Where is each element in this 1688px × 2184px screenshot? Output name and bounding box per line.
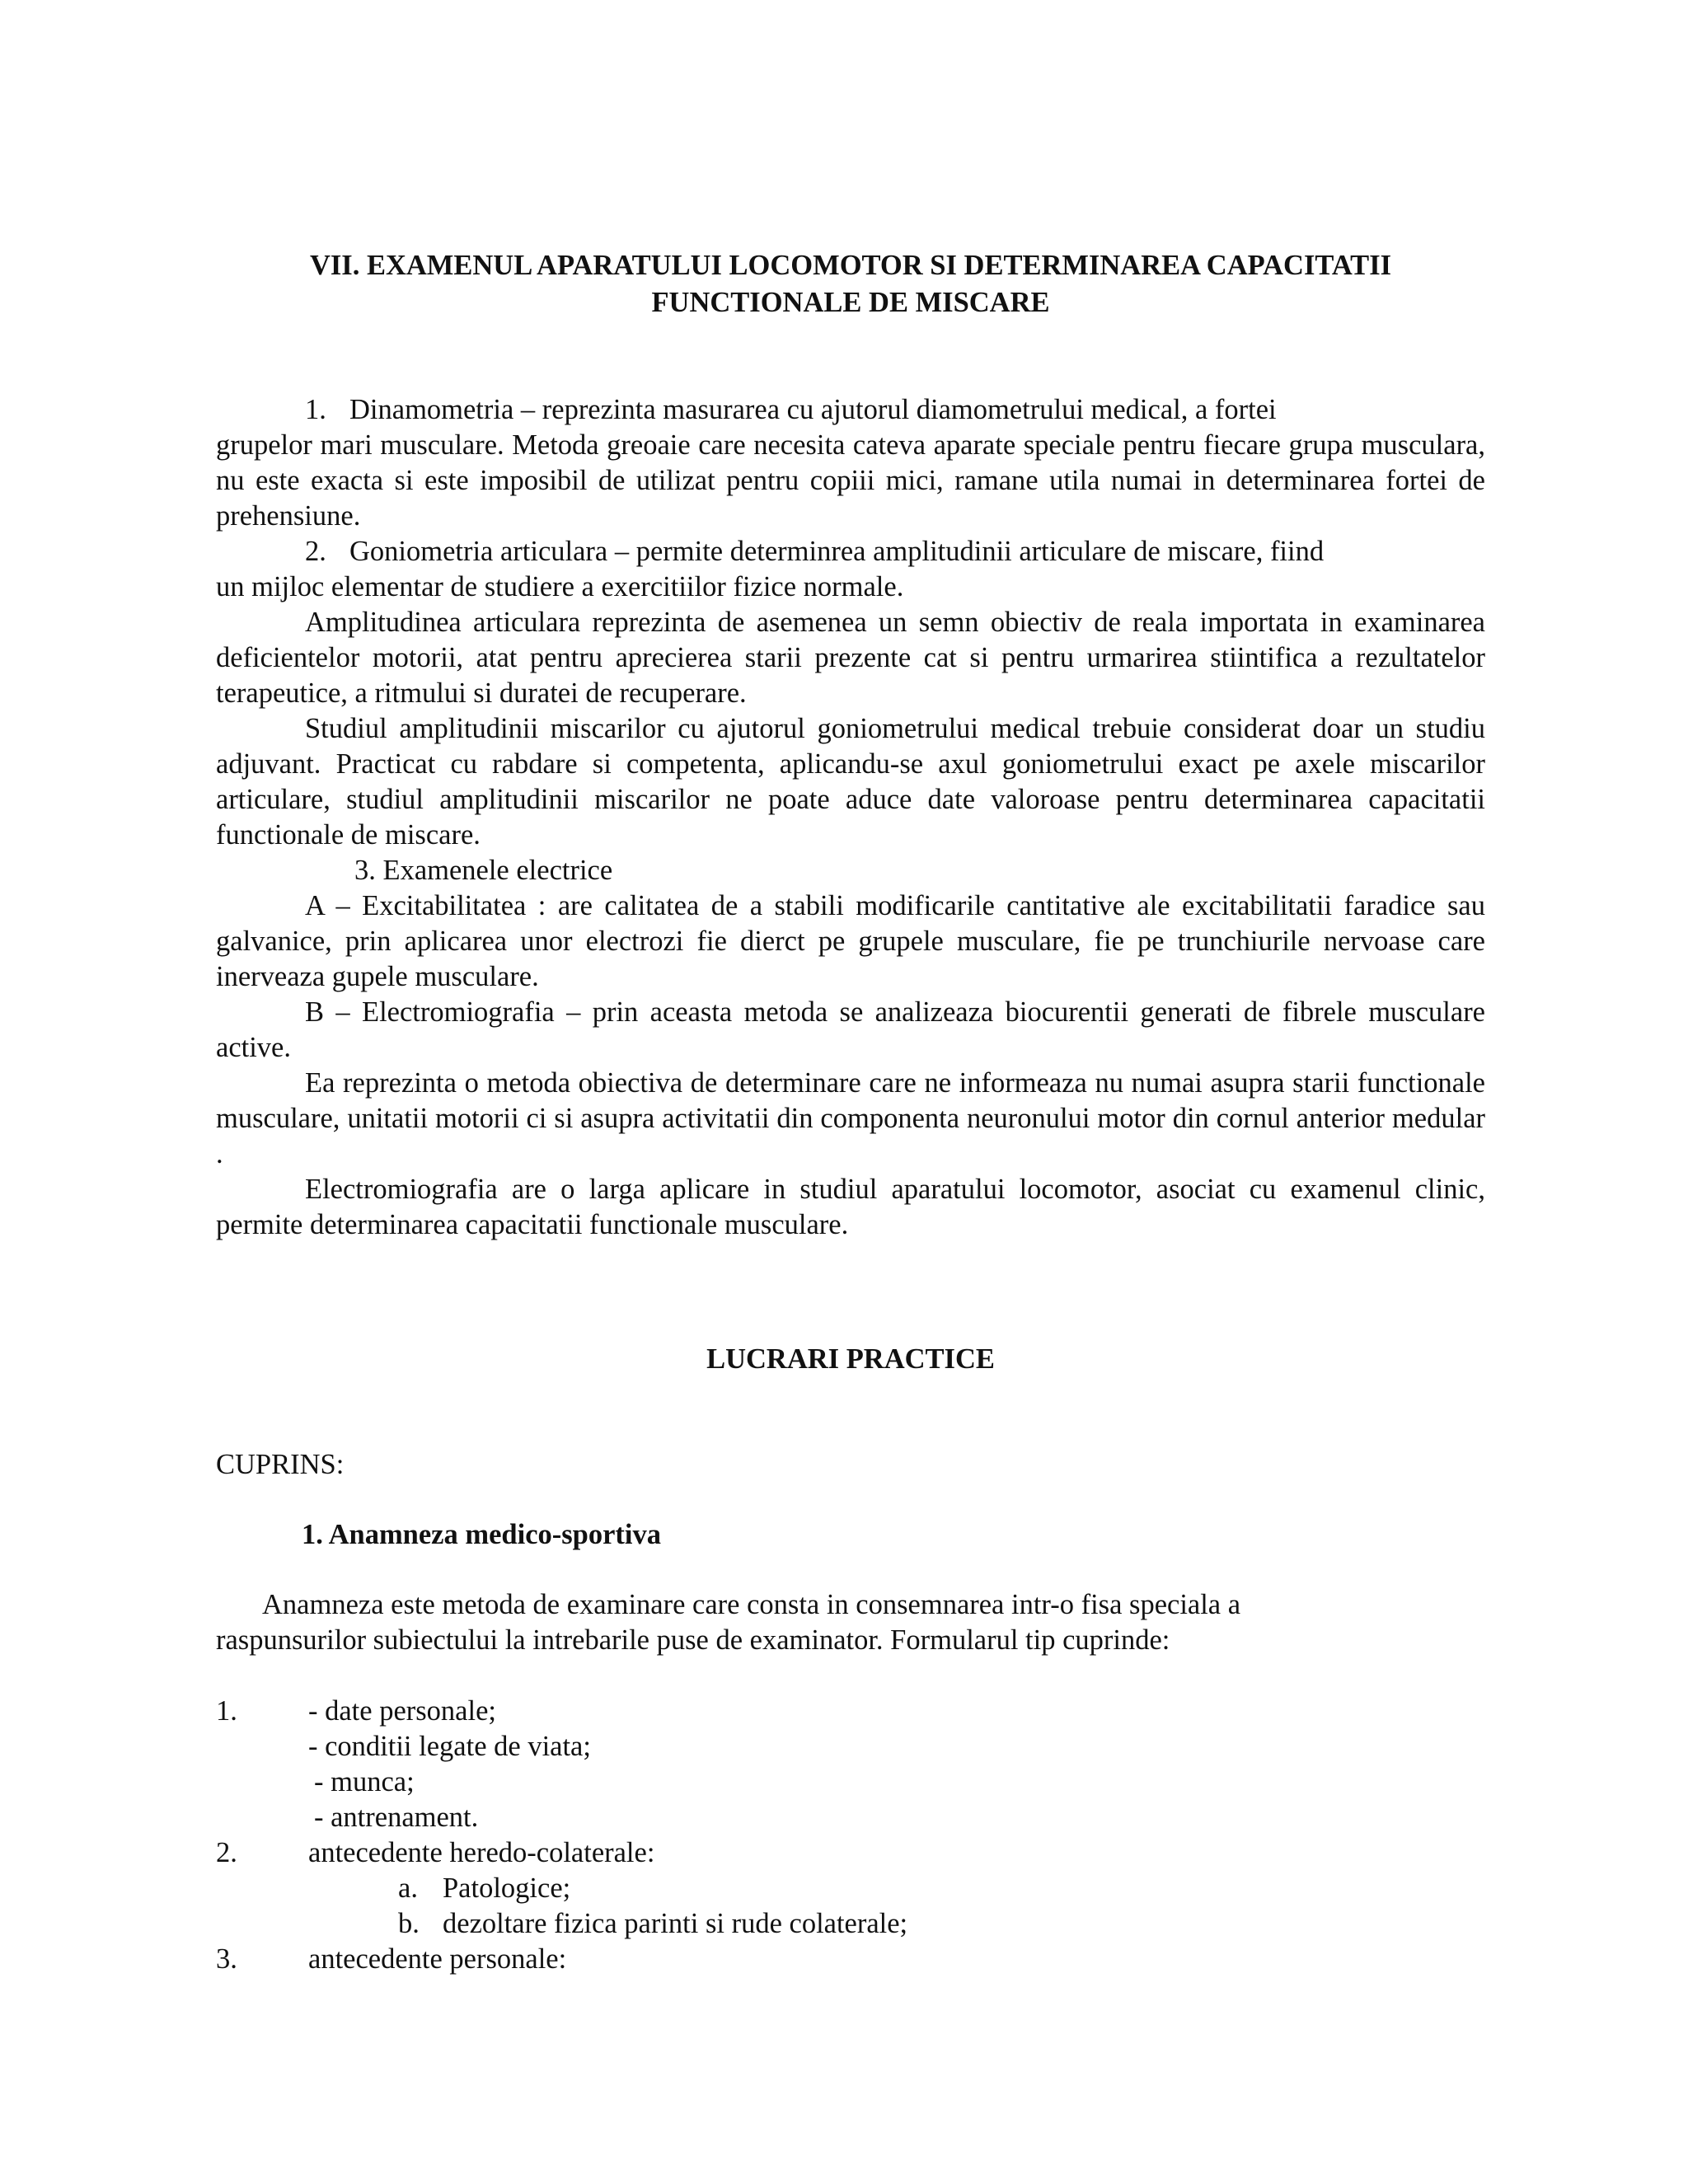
sublist-label: b. — [398, 1908, 420, 1939]
list-number: 1. — [216, 1695, 237, 1727]
list-item — [216, 1800, 1485, 1835]
paragraph-ea: Ea reprezinta o metoda obiectiva de determinare care ne informeaza nu numai asupra starii functionale musculare, unitatii motorii ci si asupra activitatii din componenta neuronului motor din cornul anterior medular . — [216, 1067, 1485, 1169]
list-item — [216, 1694, 1485, 1729]
list-number: 3. — [216, 1943, 237, 1975]
list-item-text: antecedente personale: — [308, 1943, 567, 1975]
sublist-text: Patologice; — [443, 1872, 571, 1904]
list-item-text: - munca; — [314, 1766, 415, 1797]
chapter-title-line-1: VII. EXAMENUL APARATULUI LOCOMOTOR SI DETERMINAREA CAPACITATII — [309, 250, 1392, 281]
list-item — [216, 1729, 1485, 1765]
form-contents-list — [216, 1694, 1485, 1977]
chapter-body — [216, 392, 1485, 1243]
list-item-text: - date personale; — [308, 1695, 496, 1727]
list-item-text: antecedente heredo-colaterale: — [308, 1837, 655, 1868]
intro-line-1: Anamneza este metoda de examinare care consta in consemnarea intr-o fisa speciala a — [262, 1589, 1241, 1620]
item-1-first-line: Dinamometria – reprezinta masurarea cu ajutorul diamometrului medical, a fortei — [349, 394, 1277, 425]
sublist-item — [216, 1871, 1485, 1906]
sublist-item — [216, 1906, 1485, 1942]
item-1-heading — [216, 392, 1485, 428]
subsection-title: 1. Anamneza medico-sportiva — [302, 1519, 662, 1550]
paragraph-studiul: Studiul amplitudinii miscarilor cu ajutorul goniometrului medical trebuie considerat doar un studiu adjuvant. Practicat cu rabdare si competenta, aplicandu-se axul goniometrului exact pe axele miscarilor articulare, studiul amplitudinii miscarilor ne poate aduce date valoroase pentru determinarea capacitatii functionale de miscare. — [216, 713, 1485, 851]
sublist-text: dezoltare fizica parinti si rude colaterale; — [443, 1908, 908, 1939]
cuprins-label: CUPRINS: — [216, 1449, 345, 1480]
paragraph-amplitudine: Amplitudinea articulara reprezinta de asemenea un semn obiectiv de reala importata in examinarea deficientelor motorii, atat pentru aprecierea starii prezente cat si pentru urmarirea stiintifica a rezultatelor terapeutice, a ritmului si duratei de recuperare. — [216, 607, 1485, 709]
item-2-number: 2. — [305, 536, 326, 567]
item-1-number: 1. — [305, 394, 326, 425]
section-title: LUCRARI PRACTICE — [706, 1343, 995, 1375]
intro-paragraph — [216, 1587, 1485, 1658]
list-item — [216, 1942, 1485, 1977]
item-2-first-line: Goniometria articulara – permite determinrea amplitudinii articulare de miscare, fiind — [349, 536, 1325, 567]
list-item-text: - conditii legate de viata; — [308, 1731, 591, 1762]
list-item-text: - antrenament. — [314, 1802, 479, 1833]
chapter-title-line-2: FUNCTIONALE DE MISCARE — [651, 287, 1050, 318]
item-1-text: grupelor mari musculare. Metoda greoaie care necesita cateva aparate speciale pentru fiecare grupa musculara, nu este exacta si este imposibil de utilizat pentru copiii mici, ramane utila numai in determinarea fortei de prehensiune. — [216, 429, 1485, 532]
list-item — [216, 1835, 1485, 1871]
chapter-title — [216, 247, 1485, 321]
paragraph-electromiografia: B – Electromiografia – prin aceasta metoda se analizeaza biocurentii generati de fibrele musculare active. — [216, 996, 1485, 1063]
item-3-heading: 3. Examenele electrice — [354, 855, 613, 886]
sublist-label: a. — [398, 1872, 418, 1904]
item-2-text: un mijloc elementar de studiere a exercitiilor fizice normale. — [216, 571, 904, 602]
list-number: 2. — [216, 1837, 237, 1868]
paragraph-emg-aplicare: Electromiografia are o larga aplicare in studiul aparatului locomotor, asociat cu examenul clinic, permite determinarea capacitatii functionale musculare. — [216, 1174, 1485, 1240]
intro-line-2: raspunsurilor subiectului la intrebarile puse de examinator. Formularul tip cuprinde: — [216, 1624, 1170, 1656]
item-2-heading — [216, 534, 1485, 569]
paragraph-excitabilitatea: A – Excitabilitatea : are calitatea de a stabili modificarile cantitative ale excitabilitatii faradice sau galvanice, prin aplicarea unor electrozi fie dierct pe grupele musculare, fie pe trunchiurile nervoase care inerveaza gupele musculare. — [216, 890, 1485, 992]
list-item — [216, 1765, 1485, 1800]
